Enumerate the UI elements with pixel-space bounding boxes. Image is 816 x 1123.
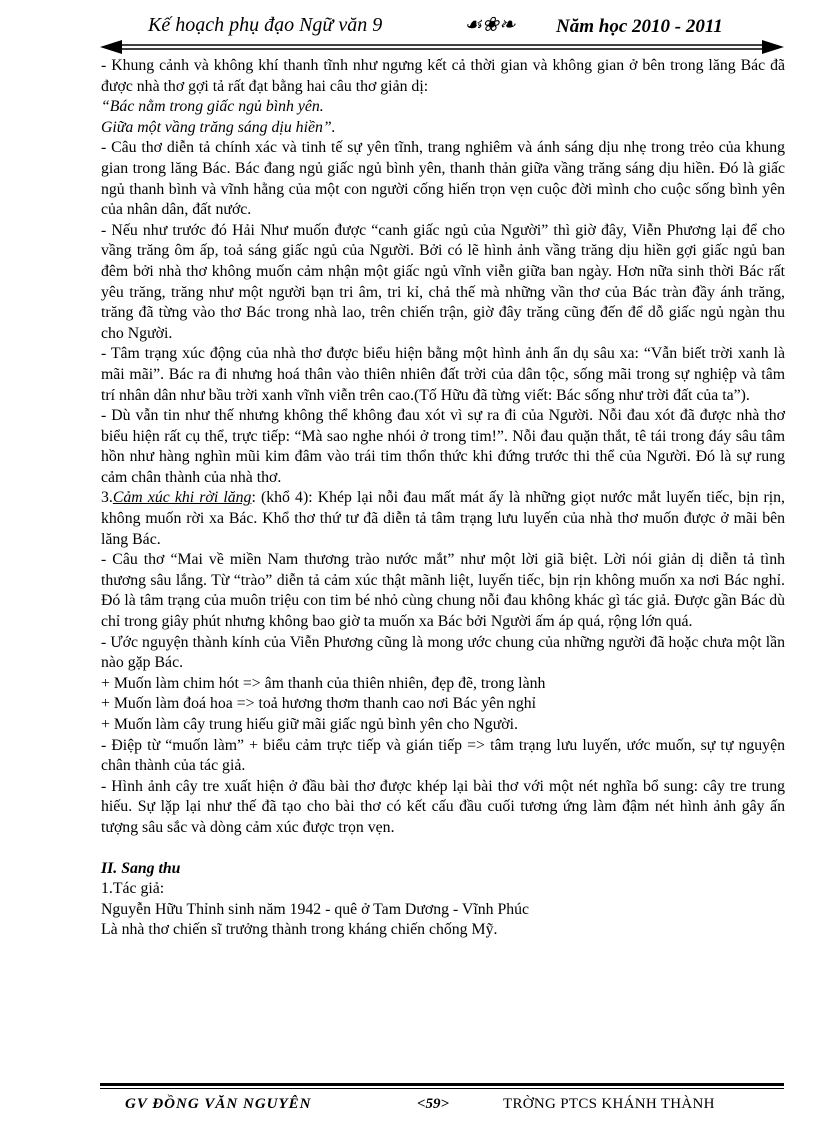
paragraph: - Nếu như trước đó Hải Như muốn được “canh giấc ngủ của Người” thì giờ đây, Viễn Phương lại để cho vầng trăng ôm ấp, toả sáng giấc ngủ của Người. Bởi có lẽ hình ảnh vầng trăng dịu hiền gợi giấc ngủ ban đêm bởi nhà thơ không muốn cảm nhận một giấc ngủ vĩnh viễn giữa ban ngày. Hơn nữa sinh thời Bác rất yêu trăng, trăng như một người bạn tri âm, tri kỉ, chả thế mà những vần thơ của Bác tràn đầy ánh trăng, trăng đã từng vào thơ Bác trong nhà lao, trên chiến trận, giờ đây trăng cũng đến để dỗ giấc ngủ ngàn thu cho Người. <box>101 221 785 342</box>
section-line: Nguyễn Hữu Thỉnh sinh năm 1942 - quê ở Tam Dương - Vĩnh Phúc <box>101 900 530 918</box>
list-item: + Muốn làm cây trung hiếu giữ mãi giấc ngủ bình yên cho Người. <box>101 716 518 733</box>
list-item: + Muốn làm đoá hoa => toả hương thơm thanh cao nơi Bác yên nghỉ <box>101 695 537 713</box>
footer-divider <box>100 1083 784 1089</box>
poem-line: “Bác nằm trong giấc ngủ bình yên. <box>101 98 324 116</box>
paragraph: - Câu thơ diễn tả chính xác và tinh tế sự yên tĩnh, trang nghiêm và ánh sáng dịu nhẹ trong trẻo của khung gian trong lăng Bác. Bác đang ngủ giấc ngủ bình yên, thanh thản giữa vầng trăng sáng dịu hiền. Đó là giấc ngủ thanh bình và vĩnh hằng của một con người cống hiến trọn vẹn cuộc đời mình cho cuộc sống bình yên của nhân dân, đất nước. <box>101 139 785 219</box>
paragraph: - Hình ảnh cây tre xuất hiện ở đầu bài thơ được khép lại bài thơ với một nét nghĩa bổ sung: cây tre trung hiếu. Sự lặp lại như thế đã tạo cho bài thơ có kết cấu đầu cuối tương ứng làm đậm nét hình ảnh gây ấn tượng sâu sắc và dòng cảm xúc được trọn vẹn. <box>101 777 785 836</box>
poem-line: Giữa một vầng trăng sáng dịu hiền”. <box>101 118 336 136</box>
section-number: 3. <box>101 489 113 507</box>
header-title: Kế hoạch phụ đạo Ngữ văn 9 <box>148 14 383 36</box>
paragraph: - Điệp từ “muốn làm” + biểu cảm trực tiếp và gián tiếp => tâm trạng lưu luyến, ước muốn, sự tự nguyện chân thành của tác giả. <box>101 736 785 775</box>
paragraph: - Khung cảnh và không khí thanh tĩnh như ngưng kết cả thời gian và không gian ở bên trong lăng Bác đã được nhà thơ gợi tả rất đạt bằng hai câu thơ giản dị: <box>101 57 785 95</box>
section-text: : (khổ 4): Khép lại nỗi đau mất mát ấy là những giọt nước mắt luyến tiếc, bịn rịn, không muốn rời xa Bác. Khổ thơ thứ tư đã diễn tả tâm trạng lưu luyến của nhà thơ muốn được ở mãi bên lăng Bác. <box>101 489 785 548</box>
paragraph: - Tâm trạng xúc động của nhà thơ được biểu hiện bằng một hình ảnh ẩn dụ sâu xa: “Vẫn biết trời xanh là mãi mãi”. Bác ra đi nhưng hoá thân vào thiên nhiên đất trời của dân tộc, sống mãi trong sự nghiệp và tâm trí nhân dân như bầu trời xanh vĩnh viễn trên cao.(Tố Hữu đã từng viết: Bác sống như trời đất của ta”). <box>101 345 785 404</box>
header-double-arrow <box>100 40 784 56</box>
header-ornament: ☙❀❧ <box>464 14 516 36</box>
paragraph: - Ước nguyện thành kính của Viễn Phương cũng là mong ước chung của những người đã hoặc chưa một lần nào gặp Bác. <box>101 633 785 672</box>
section-heading: II. Sang thu <box>101 859 181 877</box>
footer-author: GV ĐỒNG VĂN NGUYÊN <box>125 1096 312 1112</box>
section-line: Là nhà thơ chiến sĩ trưởng thành trong kháng chiến chống Mỹ. <box>101 921 498 939</box>
paragraph: - Dù vẫn tin như thế nhưng không thể không đau xót vì sự ra đi của Người. Nỗi đau xót đã được nhà thơ biểu hiện rất cụ thể, trực tiếp: “Mà sao nghe nhói ở trong tim!”. Nỗi đau quặn thắt, tê tái trong đáy sâu tâm hồn như hàng nghìn mũi kim đâm vào trái tim thổn thức khi đứng trước thi thể của Người. Đó là sự rung cảm chân thành của nhà thơ. <box>101 407 785 486</box>
section-line: 1.Tác giả: <box>101 880 165 898</box>
section-title: Cảm xúc khi rời lăng <box>112 489 252 507</box>
paragraph: - Câu thơ “Mai về miền Nam thương trào nước mắt” như một lời giã biệt. Lời nói giản dị diễn tả tình thương sâu lắng. Từ “trào” diễn tả cảm xúc thật mãnh liệt, luyến tiếc, bịn rịn không muốn xa nơi Bác nghỉ. Đó là tâm trạng của muôn triệu con tim bé nhỏ cùng chung nỗi đau không khác gì tác giả. Được gần Bác dù chỉ trong giây phút nhưng không bao giờ ta muốn xa Bác bởi Người ấm áp quá, rộng lớn quá. <box>101 551 785 631</box>
header-school-year: Năm học 2010 - 2011 <box>556 16 723 37</box>
document-body <box>101 56 785 941</box>
paragraph-section-3 <box>101 488 785 550</box>
list-item: + Muốn làm chim hót => âm thanh của thiên nhiên, đẹp đẽ, trong lành <box>101 674 546 692</box>
footer-page-number: <59> <box>417 1096 450 1112</box>
footer-school: TRỜNG PTCS KHÁNH THÀNH <box>503 1096 715 1112</box>
